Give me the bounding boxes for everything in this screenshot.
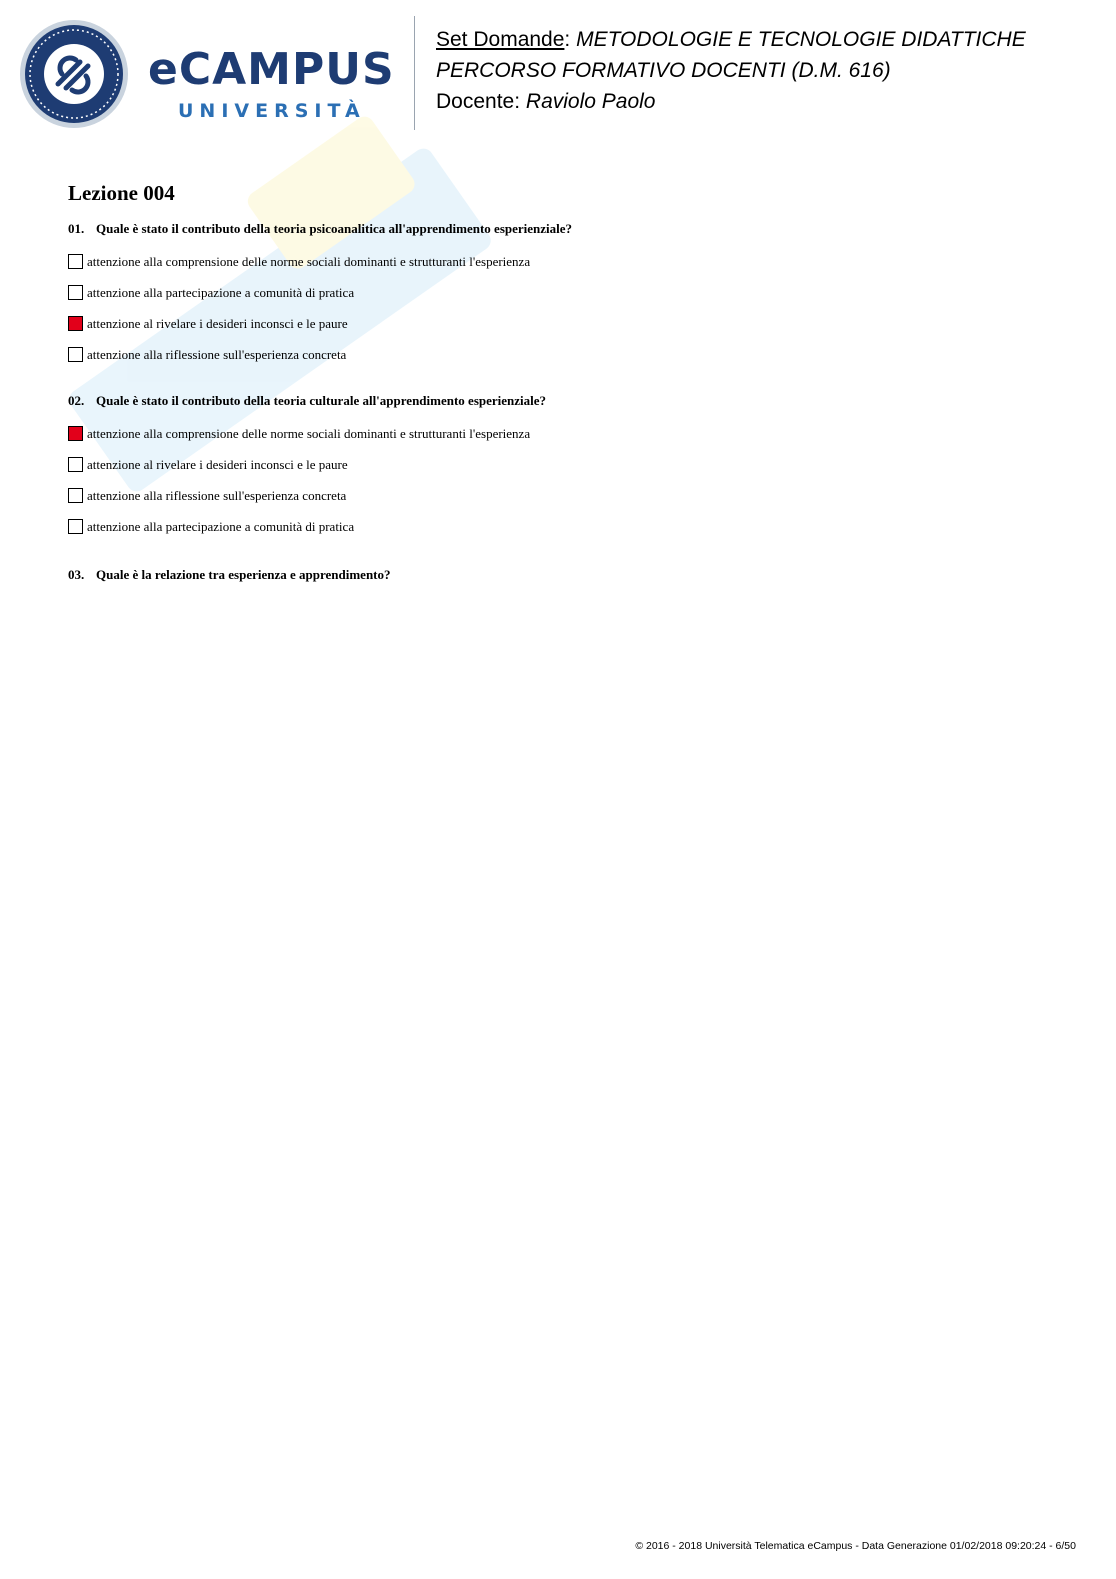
ecampus-seal-logo [18, 18, 130, 130]
set-label: Set Domande [436, 28, 565, 51]
checkbox-unchecked[interactable] [68, 457, 83, 472]
set-line [436, 24, 1026, 55]
ecampus-wordmark [148, 46, 398, 126]
answer-option[interactable] [68, 511, 1048, 542]
lesson-title: Lezione 004 [68, 181, 175, 205]
answer-label: attenzione alla comprensione delle norme sociali dominanti e strutturanti l'esperienza [87, 253, 531, 269]
document-header [0, 0, 1116, 140]
checkbox-unchecked[interactable] [68, 519, 83, 534]
page-footer: © 2016 - 2018 Università Telematica eCampus - Data Generazione 01/02/2018 09:20:24 - 6/50 [635, 1540, 1076, 1552]
question-01 [68, 220, 1048, 370]
answer-option-correct[interactable] [68, 418, 1048, 449]
checkbox-unchecked[interactable] [68, 285, 83, 300]
answer-option[interactable] [68, 449, 1048, 480]
answer-label: attenzione alla partecipazione a comunità di pratica [87, 284, 355, 300]
answer-option[interactable] [68, 480, 1048, 511]
question-label: Quale è stato il contributo della teoria psicoanalitica all'apprendimento esperienziale? [96, 221, 573, 236]
logo-universita-text: UNIVERSITÀ [178, 100, 366, 122]
checkbox-checked[interactable] [68, 316, 83, 331]
answer-option[interactable] [68, 277, 1048, 308]
teacher-name: Raviolo Paolo [525, 90, 656, 113]
answer-label: attenzione al rivelare i desideri inconsci e le paure [87, 315, 348, 331]
set-colon: : [564, 28, 571, 51]
answer-option[interactable] [68, 339, 1048, 370]
question-number: 03. [68, 567, 85, 582]
question-text [68, 566, 1048, 584]
question-text [68, 220, 1048, 238]
checkbox-unchecked[interactable] [68, 347, 83, 362]
question-number: 02. [68, 393, 85, 408]
answer-label: attenzione al rivelare i desideri inconsci e le paure [87, 456, 348, 472]
header-divider [414, 16, 415, 130]
document-content [68, 178, 1048, 596]
answer-label: attenzione alla riflessione sull'esperienza concreta [87, 346, 347, 362]
course-title-line1: METODOLOGIE E TECNOLOGIE DIDATTICHE [576, 28, 1026, 51]
question-02 [68, 392, 1048, 542]
teacher-label: Docente: [436, 90, 521, 113]
checkbox-unchecked[interactable] [68, 254, 83, 269]
answer-option[interactable] [68, 246, 1048, 277]
checkbox-unchecked[interactable] [68, 488, 83, 503]
checkbox-checked[interactable] [68, 426, 83, 441]
answer-label: attenzione alla riflessione sull'esperienza concreta [87, 487, 347, 503]
teacher-line [436, 86, 1026, 117]
header-info [436, 24, 1026, 117]
question-text [68, 392, 1048, 410]
question-03 [68, 566, 1048, 584]
logo-ecampus-text: eCAMPUS [148, 44, 395, 95]
course-title-line2: PERCORSO FORMATIVO DOCENTI (D.M. 616) [436, 59, 891, 82]
question-number: 01. [68, 221, 85, 236]
question-label: Quale è stato il contributo della teoria culturale all'apprendimento esperienziale? [96, 393, 547, 408]
question-label: Quale è la relazione tra esperienza e apprendimento? [96, 567, 391, 582]
answer-label: attenzione alla partecipazione a comunità di pratica [87, 518, 355, 534]
answer-option-correct[interactable] [68, 308, 1048, 339]
answer-label: attenzione alla comprensione delle norme sociali dominanti e strutturanti l'esperienza [87, 425, 531, 441]
